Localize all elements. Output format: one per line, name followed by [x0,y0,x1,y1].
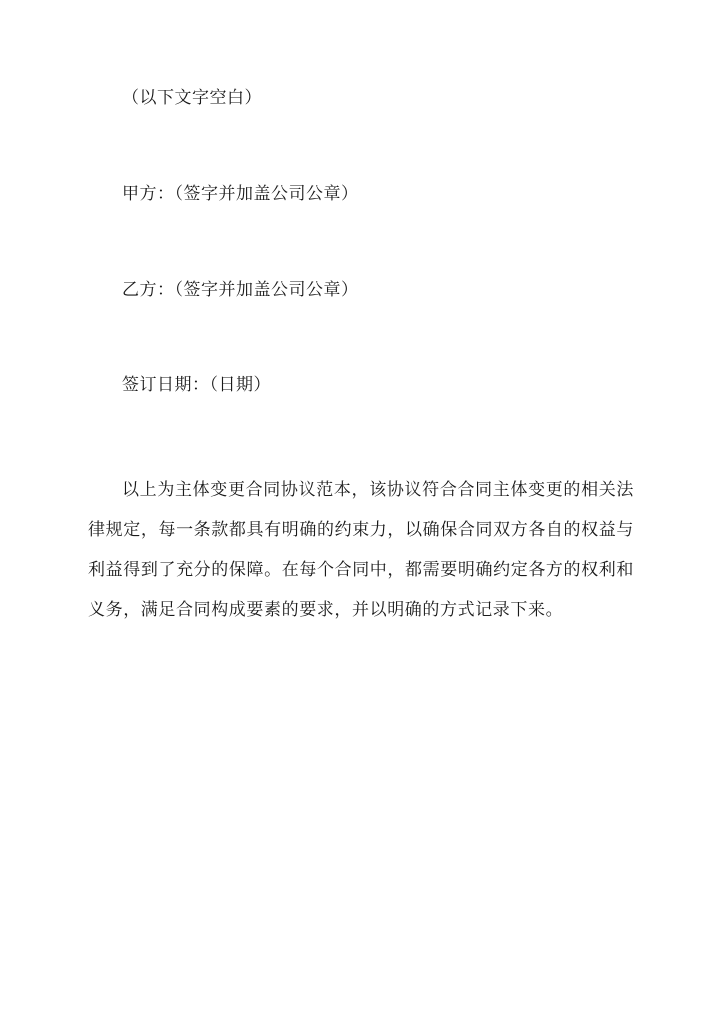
party-a-signature-line: 甲方：（签字并加盖公司公章） [122,184,359,204]
party-b-signature-line: 乙方：（签字并加盖公司公章） [122,280,359,300]
blank-note: （以下文字空白） [122,88,262,108]
sign-date-line: 签订日期：（日期） [122,375,271,395]
closing-paragraph: 以上为主体变更合同协议范本，该协议符合合同主体变更的相关法律规定，每一条款都具有明确的约束力，以确保合同双方各自的权益与利益得到了充分的保障。在每个合同中，都需要明确约定各方的权利和义务，满足合同构成要素的要求，并以明确的方式记录下来。 [88,480,634,620]
